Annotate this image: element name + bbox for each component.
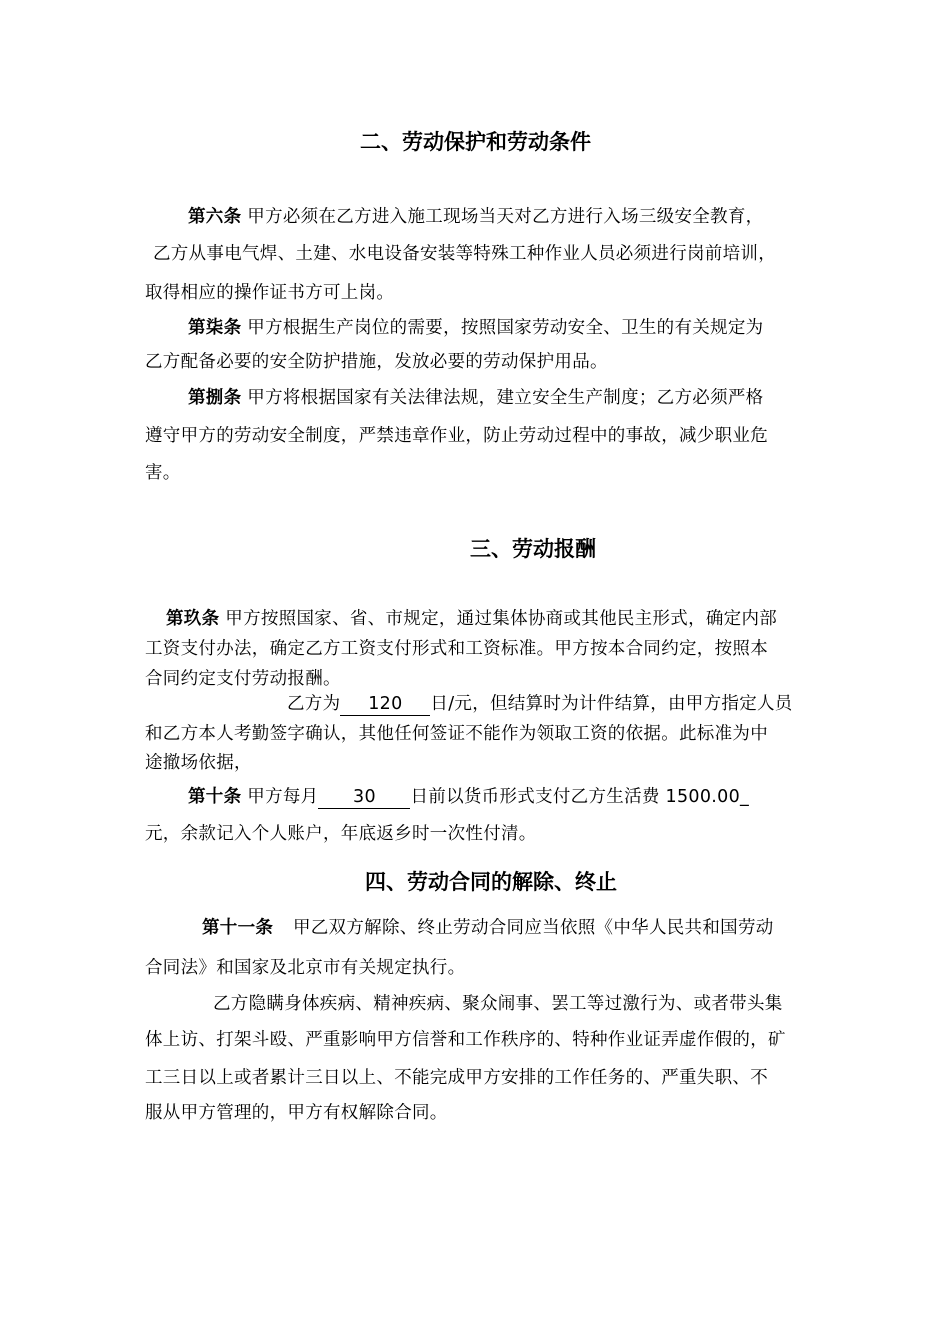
article-7-label: 第柒条 xyxy=(188,318,242,338)
article-6-line-2: 乙方从事电气焊、土建、水电设备安装等特殊工种作业人员必须进行岗前培训， xyxy=(153,244,776,264)
section-heading-labor-protection: 二、劳动保护和劳动条件 xyxy=(360,130,591,154)
article-8-line-2: 遵守甲方的劳动安全制度，严禁违章作业，防止劳动过程中的事故，减少职业危 xyxy=(145,426,768,446)
article-11-line-2: 合同法》和国家及北京市有关规定执行。 xyxy=(145,958,466,978)
dismissal-line-1: 乙方隐瞒身体疾病、精神疾病、聚众闹事、罢工等过激行为、或者带头集 xyxy=(213,994,783,1014)
article-8-label: 第捌条 xyxy=(188,388,242,408)
article-7-text-1: 甲方根据生产岗位的需要，按照国家劳动安全、卫生的有关规定为 xyxy=(247,318,764,338)
article-8-line-1 xyxy=(188,386,763,410)
wage-prefix: 乙方为 xyxy=(287,694,341,714)
daily-wage-amount: 120 xyxy=(340,694,430,716)
article-11-text-1: 甲乙双方解除、终止劳动合同应当依照《中华人民共和国劳动 xyxy=(292,918,774,938)
article-10-line-2: 元，余款记入个人账户，年底返乡时一次性付清。 xyxy=(145,824,537,844)
article-9-line-1 xyxy=(166,607,777,631)
article-10-prefix: 甲方每月 xyxy=(247,787,319,807)
wage-line-2: 和乙方本人考勤签字确认，其他任何签证不能作为领取工资的依据。此标准为中 xyxy=(145,724,768,744)
article-7-line-1 xyxy=(188,316,763,340)
article-8-text-1: 甲方将根据国家有关法律法规，建立安全生产制度；乙方必须严格 xyxy=(247,388,764,408)
wage-line-3: 途撤场依据， xyxy=(145,753,252,773)
article-10-line-1 xyxy=(188,785,749,809)
section-heading-remuneration: 三、劳动报酬 xyxy=(470,537,596,561)
article-6-line-3: 取得相应的操作证书方可上岗。 xyxy=(145,283,395,303)
article-11-line-1 xyxy=(202,916,774,940)
article-9-label: 第玖条 xyxy=(166,609,220,629)
article-11-label: 第十一条 xyxy=(202,918,274,938)
article-6-label: 第六条 xyxy=(188,207,242,227)
article-10-suffix: 日前以货币形式支付乙方生活费 1500.00_ xyxy=(410,787,750,807)
article-6-line-1 xyxy=(188,205,763,229)
section-heading-termination: 四、劳动合同的解除、终止 xyxy=(365,870,617,894)
dismissal-line-3: 工三日以上或者累计三日以上、不能完成甲方安排的工作任务的、严重失职、不 xyxy=(145,1068,768,1088)
article-10-label: 第十条 xyxy=(188,787,242,807)
article-9-line-3: 合同约定支付劳动报酬。 xyxy=(145,669,341,689)
payment-day: 30 xyxy=(318,787,410,809)
article-9-text-1: 甲方按照国家、省、市规定，通过集体协商或其他民主形式，确定内部 xyxy=(225,609,778,629)
article-8-line-3: 害。 xyxy=(145,463,181,483)
wage-line-1 xyxy=(287,692,793,716)
article-6-text-1: 甲方必须在乙方进入施工现场当天对乙方进行入场三级安全教育， xyxy=(247,207,764,227)
wage-suffix: 日/元，但结算时为计件结算，由甲方指定人员 xyxy=(430,694,793,714)
article-7-line-2: 乙方配备必要的安全防护措施，发放必要的劳动保护用品。 xyxy=(145,352,608,372)
dismissal-line-2: 体上访、打架斗殴、严重影响甲方信誉和工作秩序的、特种作业证弄虚作假的，矿 xyxy=(145,1030,786,1050)
article-9-line-2: 工资支付办法，确定乙方工资支付形式和工资标准。甲方按本合同约定，按照本 xyxy=(145,639,768,659)
dismissal-line-4: 服从甲方管理的，甲方有权解除合同。 xyxy=(145,1103,448,1123)
